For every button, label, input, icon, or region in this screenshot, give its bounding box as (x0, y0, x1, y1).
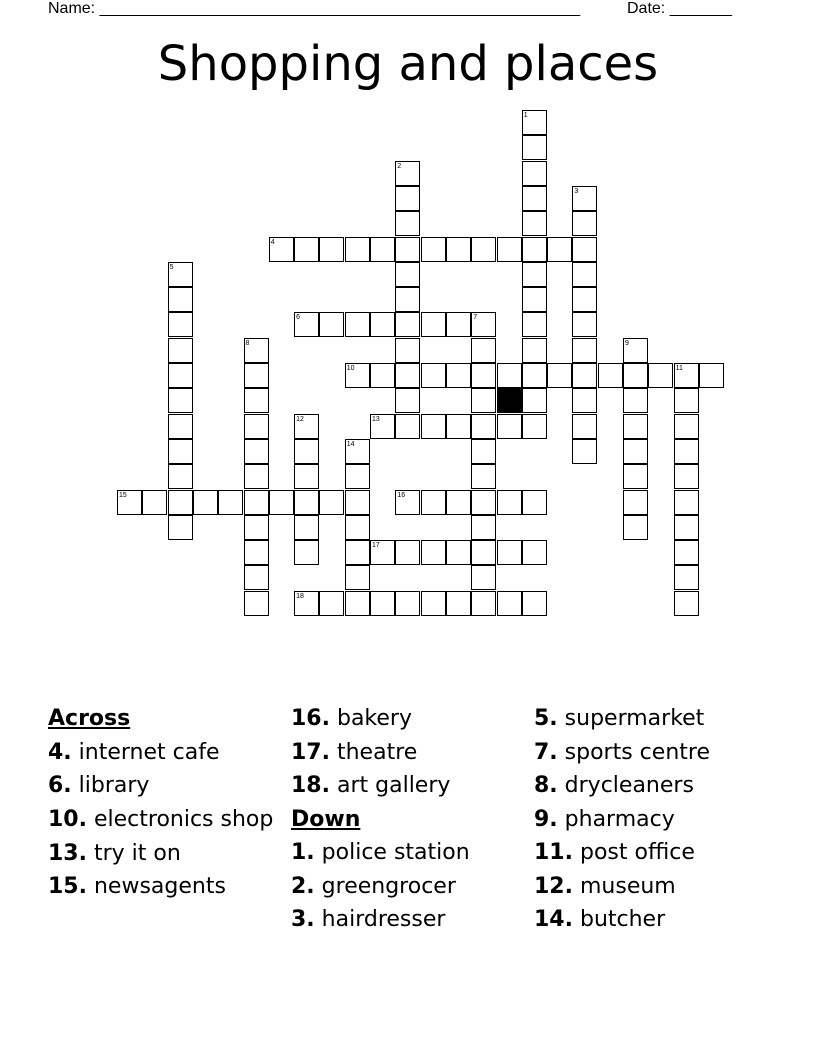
grid-cell[interactable] (446, 414, 471, 439)
grid-cell[interactable] (674, 490, 699, 515)
grid-cell[interactable] (497, 490, 522, 515)
grid-cell[interactable] (497, 414, 522, 439)
clue-number-label: 6 (296, 314, 300, 322)
clue-text: theatre (336, 739, 418, 765)
grid-cell[interactable] (623, 515, 648, 540)
clue-number-label: 8 (245, 339, 250, 347)
clue-text: internet cafe (78, 739, 220, 765)
grid-cell[interactable] (370, 591, 395, 616)
grid-cell[interactable] (294, 237, 319, 262)
clue-down-5 (534, 702, 774, 736)
grid-cell[interactable] (395, 591, 420, 616)
clue-text: museum (579, 873, 676, 899)
grid-cell[interactable] (421, 312, 446, 337)
grid-cell[interactable] (674, 540, 699, 565)
grid-cell[interactable] (522, 237, 547, 262)
grid-cell[interactable] (395, 540, 420, 565)
clue-number-label: 12 (296, 415, 304, 423)
grid-cell[interactable] (294, 515, 319, 540)
clues-column-1 (48, 702, 278, 904)
clue-number-label: 17 (372, 542, 380, 550)
grid-cell[interactable] (294, 464, 319, 489)
grid-cell[interactable] (522, 490, 547, 515)
grid-cell[interactable] (244, 439, 269, 464)
clue-across-16 (291, 702, 521, 736)
clue-number: 8. (534, 773, 558, 798)
clue-number: 4. (48, 739, 72, 765)
grid-cell[interactable] (446, 237, 471, 262)
grid-cell[interactable] (522, 135, 547, 160)
clue-number-label: 4 (270, 238, 275, 246)
grid-cell[interactable] (623, 490, 648, 515)
grid-cell[interactable] (572, 414, 597, 439)
grid-cell[interactable] (471, 540, 496, 565)
grid-cell[interactable] (522, 287, 547, 312)
grid-cell[interactable] (395, 287, 420, 312)
clue-text: police station (321, 840, 470, 865)
clue-text: post office (579, 840, 695, 865)
clue-down-12 (534, 870, 774, 904)
clue-number: 15. (48, 874, 87, 899)
grid-cell[interactable] (699, 363, 724, 388)
clue-text: supermarket (564, 706, 705, 731)
clue-number: 11. (534, 840, 573, 865)
grid-cell[interactable] (168, 490, 193, 515)
grid-cell[interactable] (471, 237, 496, 262)
grid-cell[interactable] (471, 515, 496, 540)
grid-cell[interactable] (674, 388, 699, 413)
grid-cell[interactable] (168, 414, 193, 439)
clue-number: 16. (291, 706, 330, 731)
grid-cell[interactable] (319, 237, 344, 262)
clues-column-3 (534, 702, 774, 937)
clue-text: library (78, 773, 150, 798)
clue-number-label: 16 (397, 491, 406, 499)
grid-cell[interactable] (218, 490, 243, 515)
clue-text: art gallery (336, 773, 451, 798)
clue-text: greengrocer (321, 873, 456, 899)
grid-cell[interactable] (168, 464, 193, 489)
grid-cell[interactable] (674, 565, 699, 590)
grid-cell[interactable] (572, 312, 597, 337)
clue-number-label: 1 (523, 112, 528, 119)
grid-cell[interactable] (471, 439, 496, 464)
clue-down-14 (534, 903, 774, 937)
clue-text: drycleaners (564, 773, 694, 798)
clue-text: try it on (93, 840, 181, 866)
grid-cell[interactable] (193, 490, 218, 515)
grid-cell[interactable] (395, 186, 420, 211)
clue-number-label: 18 (296, 592, 304, 600)
page-title: Shopping and places (157, 36, 659, 92)
clue-text: hairdresser (321, 907, 446, 932)
clue-number: 1. (291, 840, 315, 865)
grid-cell[interactable] (471, 414, 496, 439)
clue-text: electronics shop (93, 806, 274, 832)
clue-number: 9. (534, 806, 558, 832)
clue-number: 5. (534, 706, 558, 731)
grid-cell[interactable] (446, 540, 471, 565)
grid-cell[interactable] (319, 591, 344, 616)
grid-cell[interactable] (168, 287, 193, 312)
grid-cell[interactable] (168, 363, 193, 388)
grid-cell[interactable] (497, 363, 522, 388)
clue-number-label: 2 (397, 162, 402, 170)
grid-cell[interactable] (623, 464, 648, 489)
clue-number: 7. (534, 739, 558, 765)
grid-cell[interactable] (522, 262, 547, 287)
clue-down-3 (291, 903, 521, 937)
grid-cell[interactable] (421, 237, 446, 262)
clue-across-4 (48, 736, 278, 770)
grid-cell[interactable] (421, 591, 446, 616)
grid-cell[interactable] (370, 312, 395, 337)
grid-cell[interactable] (497, 540, 522, 565)
grid-cell[interactable] (244, 363, 269, 388)
grid-cell[interactable] (547, 237, 572, 262)
clue-number-label: 15 (119, 491, 127, 499)
grid-cell[interactable] (674, 439, 699, 464)
grid-cell[interactable] (497, 237, 522, 262)
grid-cell[interactable] (421, 490, 446, 515)
grid-cell[interactable] (572, 363, 597, 388)
grid-cell[interactable] (294, 540, 319, 565)
grid-cell[interactable] (421, 540, 446, 565)
grid-cell[interactable] (345, 515, 370, 540)
grid-cell[interactable] (648, 363, 673, 388)
grid-cell[interactable] (244, 515, 269, 540)
grid-cell[interactable] (294, 439, 319, 464)
clue-number-label: 5 (169, 263, 174, 271)
clue-number: 2. (291, 873, 315, 899)
grid-cell[interactable] (572, 211, 597, 236)
clue-text: sports centre (564, 739, 710, 765)
clue-number: 13. (48, 840, 87, 866)
grid-cell[interactable] (395, 363, 420, 388)
grid-cell[interactable] (572, 338, 597, 363)
grid-cell[interactable] (395, 312, 420, 337)
clue-number: 12. (534, 873, 573, 899)
clue-down-7 (534, 736, 774, 770)
grid-cell[interactable] (395, 388, 420, 413)
grid-cell[interactable] (572, 262, 597, 287)
grid-cell[interactable] (244, 490, 269, 515)
clue-across-17 (291, 736, 521, 770)
grid-cell[interactable] (674, 515, 699, 540)
grid-cell[interactable] (168, 312, 193, 337)
grid-cell[interactable] (522, 414, 547, 439)
clue-number: 3. (291, 907, 315, 932)
grid-cell[interactable] (168, 515, 193, 540)
grid-cell[interactable] (294, 490, 319, 515)
grid-cell[interactable] (471, 464, 496, 489)
date-field[interactable]: Date: _______ (627, 0, 732, 17)
grid-cell[interactable] (345, 464, 370, 489)
clue-number-label: 11 (675, 365, 683, 372)
grid-cell[interactable] (522, 161, 547, 186)
grid-cell[interactable] (471, 490, 496, 515)
grid-cell[interactable] (345, 312, 370, 337)
grid-cell[interactable] (522, 211, 547, 236)
grid-cell[interactable] (471, 338, 496, 363)
clue-text: pharmacy (564, 806, 675, 832)
grid-cell[interactable] (522, 338, 547, 363)
grid-cell[interactable] (244, 388, 269, 413)
clue-number: 18. (291, 773, 330, 798)
grid-cell[interactable] (395, 338, 420, 363)
grid-cell[interactable] (471, 565, 496, 590)
grid-cell[interactable] (370, 237, 395, 262)
clue-number: 6. (48, 773, 72, 798)
grid-cell[interactable] (623, 388, 648, 413)
grid-cell[interactable] (269, 490, 294, 515)
grid-cell[interactable] (395, 211, 420, 236)
grid-cell[interactable] (497, 591, 522, 616)
grid-cell[interactable] (572, 439, 597, 464)
grid-cell[interactable] (674, 414, 699, 439)
grid-cell[interactable] (345, 540, 370, 565)
grid-cell[interactable] (572, 388, 597, 413)
clue-number-label: 10 (346, 365, 355, 372)
grid-cell[interactable] (395, 237, 420, 262)
black-cell (497, 388, 522, 413)
grid-cell[interactable] (572, 237, 597, 262)
grid-cell[interactable] (522, 388, 547, 413)
grid-cell[interactable] (370, 363, 395, 388)
grid-cell[interactable] (623, 414, 648, 439)
grid-cell[interactable] (522, 363, 547, 388)
grid-cell[interactable] (142, 490, 167, 515)
grid-cell[interactable] (471, 388, 496, 413)
clue-across-18 (291, 769, 521, 803)
grid-cell[interactable] (598, 363, 623, 388)
grid-cell[interactable] (345, 237, 370, 262)
grid-cell[interactable] (623, 439, 648, 464)
grid-cell[interactable] (421, 414, 446, 439)
grid-cell[interactable] (623, 363, 648, 388)
grid-cell[interactable] (446, 591, 471, 616)
grid-cell[interactable] (319, 312, 344, 337)
grid-cell[interactable] (395, 414, 420, 439)
clue-number: 14. (534, 907, 573, 932)
grid-cell[interactable] (572, 287, 597, 312)
grid-cell[interactable] (345, 565, 370, 590)
clue-text: butcher (579, 907, 666, 932)
clue-text: newsagents (93, 874, 226, 899)
down-heading: Down (291, 806, 361, 832)
grid-cell[interactable] (345, 591, 370, 616)
grid-cell[interactable] (168, 388, 193, 413)
grid-cell[interactable] (345, 490, 370, 515)
grid-cell[interactable] (244, 464, 269, 489)
across-heading: Across (48, 706, 131, 731)
grid-cell[interactable] (522, 591, 547, 616)
grid-cell[interactable] (244, 414, 269, 439)
clue-down-1 (291, 836, 521, 870)
clue-down-8 (534, 769, 774, 803)
grid-cell[interactable] (168, 338, 193, 363)
clue-down-11 (534, 836, 774, 870)
grid-cell[interactable] (244, 565, 269, 590)
name-field[interactable]: Name: ______________________________________________________ (48, 0, 581, 17)
clue-number-label: 3 (574, 187, 579, 195)
grid-cell[interactable] (446, 312, 471, 337)
clue-number: 10. (48, 806, 87, 832)
clue-number-label: 7 (473, 314, 478, 322)
clue-across-6 (48, 769, 278, 803)
clue-number-label: 9 (625, 339, 629, 347)
grid-cell[interactable] (471, 591, 496, 616)
clue-across-15 (48, 870, 278, 904)
grid-cell[interactable] (471, 363, 496, 388)
grid-cell[interactable] (674, 591, 699, 616)
grid-cell[interactable] (421, 363, 446, 388)
clues-column-2 (291, 702, 521, 937)
clue-number: 17. (291, 739, 330, 765)
clue-number-label: 13 (372, 415, 380, 423)
clue-number-label: 14 (346, 440, 355, 448)
grid-cell[interactable] (446, 363, 471, 388)
grid-cell[interactable] (547, 363, 572, 388)
grid-cell[interactable] (168, 439, 193, 464)
clue-across-10 (48, 806, 278, 833)
clue-down-2 (291, 870, 521, 904)
clue-down-9 (534, 803, 774, 837)
grid-cell[interactable] (244, 540, 269, 565)
grid-cell[interactable] (522, 312, 547, 337)
clue-text: bakery (336, 706, 412, 731)
clue-across-13 (48, 837, 278, 871)
grid-cell[interactable] (395, 262, 420, 287)
grid-cell[interactable] (319, 490, 344, 515)
grid-cell[interactable] (522, 540, 547, 565)
grid-cell[interactable] (446, 490, 471, 515)
grid-cell[interactable] (244, 591, 269, 616)
grid-cell[interactable] (522, 186, 547, 211)
grid-cell[interactable] (674, 464, 699, 489)
